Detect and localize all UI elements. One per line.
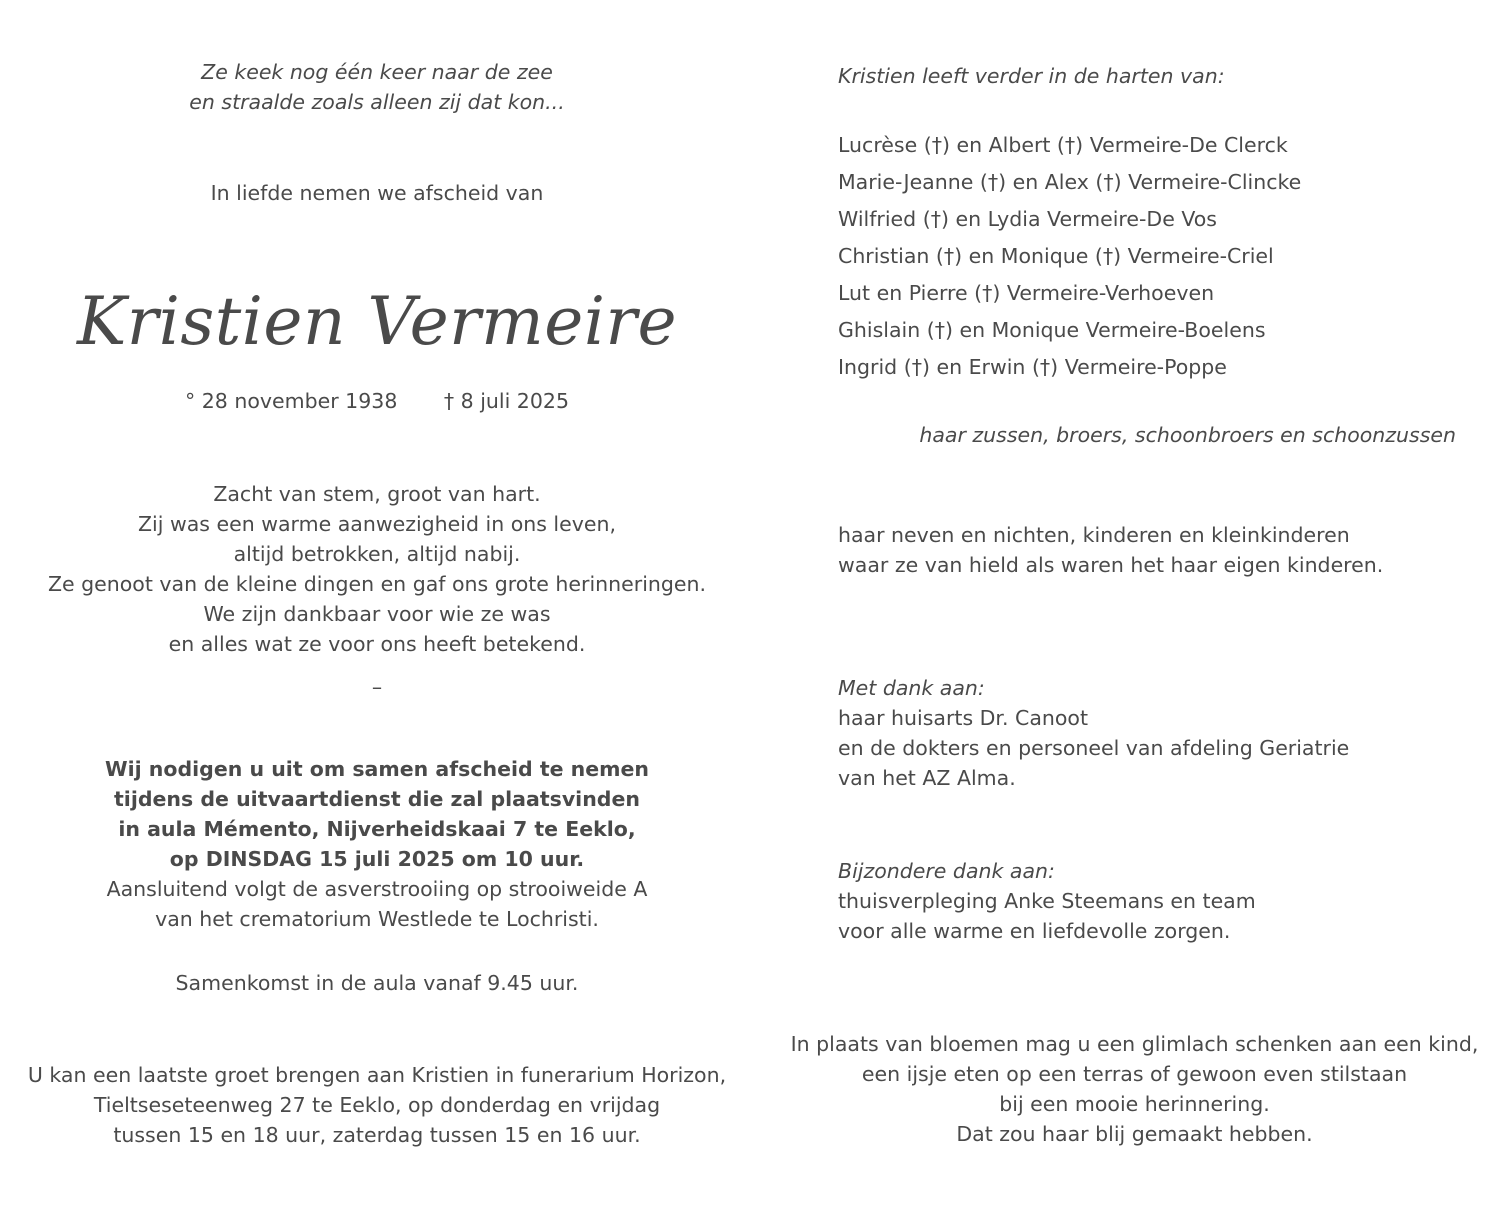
special-thanks-heading: Bijzondere dank aan: bbox=[838, 859, 1055, 883]
opening-quote bbox=[0, 57, 754, 117]
funeral-invitation bbox=[0, 754, 754, 934]
special-thanks-section bbox=[838, 856, 1478, 946]
family-member: Lucrèse (†) en Albert (†) Vermeire-De Clerck bbox=[838, 133, 1288, 157]
closing-text bbox=[760, 1029, 1509, 1149]
thanks-heading: Met dank aan: bbox=[838, 676, 985, 700]
invitation-line: van het crematorium Westlede te Lochristi. bbox=[155, 907, 599, 931]
quote-line: Ze keek nog één keer naar de zee bbox=[201, 60, 553, 84]
invitation-line: tijdens de uitvaartdienst die zal plaatsvinden bbox=[114, 787, 640, 811]
family-member: Christian (†) en Monique (†) Vermeire-Criel bbox=[838, 244, 1274, 268]
tribute-line: Zacht van stem, groot van hart. bbox=[213, 482, 541, 506]
closing-line: een ijsje eten op een terras of gewoon even stilstaan bbox=[861, 1062, 1408, 1086]
family-member: Lut en Pierre (†) Vermeire-Verhoeven bbox=[838, 281, 1215, 305]
closing-line: Dat zou haar blij gemaakt hebben. bbox=[956, 1122, 1313, 1146]
thanks-line: van het AZ Alma. bbox=[838, 766, 1016, 790]
visitation-line: tussen 15 en 18 uur, zaterdag tussen 15 en 16 uur. bbox=[113, 1123, 641, 1147]
special-thanks-line: thuisverpleging Anke Steemans en team bbox=[838, 889, 1256, 913]
tribute-line: Zij was een warme aanwezigheid in ons leven, bbox=[138, 512, 616, 536]
family-heading: Kristien leeft verder in de harten van: bbox=[838, 64, 1225, 88]
birth-date: ° 28 november 1938 bbox=[185, 389, 398, 413]
invitation-line: Aansluitend volgt de asverstrooiing op strooiweide A bbox=[106, 877, 648, 901]
nephews-line: waar ze van hield als waren het haar eigen kinderen. bbox=[838, 553, 1384, 577]
visitation-info bbox=[0, 1060, 754, 1150]
intro-text: In liefde nemen we afscheid van bbox=[210, 181, 544, 205]
life-dates bbox=[0, 386, 754, 416]
invitation-line: op DINSDAG 15 juli 2025 om 10 uur. bbox=[169, 847, 585, 871]
nephews-line: haar neven en nichten, kinderen en kleinkinderen bbox=[838, 523, 1350, 547]
thanks-section bbox=[838, 673, 1478, 793]
family-member: Ghislain (†) en Monique Vermeire-Boelens bbox=[838, 318, 1266, 342]
tribute-text bbox=[0, 479, 754, 659]
quote-line: en straalde zoals alleen zij dat kon... bbox=[189, 90, 565, 114]
tribute-line: We zijn dankbaar voor wie ze was bbox=[203, 602, 551, 626]
separator-dash: – bbox=[371, 675, 383, 699]
special-thanks-line: voor alle warme en liefdevolle zorgen. bbox=[838, 919, 1231, 943]
death-date: † 8 juli 2025 bbox=[443, 389, 569, 413]
visitation-line: U kan een laatste groet brengen aan Kristien in funerarium Horizon, bbox=[27, 1063, 727, 1087]
closing-line: bij een mooie herinnering. bbox=[999, 1092, 1270, 1116]
thanks-line: en de dokters en personeel van afdeling Geriatrie bbox=[838, 736, 1350, 760]
thanks-line: haar huisarts Dr. Canoot bbox=[838, 706, 1089, 730]
gathering-text: Samenkomst in de aula vanaf 9.45 uur. bbox=[175, 971, 579, 995]
closing-line: In plaats van bloemen mag u een glimlach schenken aan een kind, bbox=[790, 1032, 1479, 1056]
family-member: Ingrid (†) en Erwin (†) Vermeire-Poppe bbox=[838, 355, 1227, 379]
invitation-line: Wij nodigen u uit om samen afscheid te nemen bbox=[104, 757, 650, 781]
family-member: Marie-Jeanne (†) en Alex (†) Vermeire-Clincke bbox=[838, 170, 1302, 194]
tribute-line: en alles wat ze voor ons heeft betekend. bbox=[168, 632, 586, 656]
nephews-text bbox=[838, 520, 1478, 580]
family-member: Wilfried (†) en Lydia Vermeire-De Vos bbox=[838, 207, 1217, 231]
visitation-line: Tieltseseteenweg 27 te Eeklo, op donderdag en vrijdag bbox=[93, 1093, 661, 1117]
family-caption: haar zussen, broers, schoonbroers en schoonzussen bbox=[919, 423, 1456, 447]
tribute-line: Ze genoot van de kleine dingen en gaf ons grote herinneringen. bbox=[47, 572, 707, 596]
deceased-name: Kristien Vermeire bbox=[76, 283, 678, 360]
family-list bbox=[838, 127, 1301, 386]
tribute-line: altijd betrokken, altijd nabij. bbox=[233, 542, 521, 566]
invitation-line: in aula Mémento, Nijverheidskaai 7 te Eeklo, bbox=[118, 817, 636, 841]
